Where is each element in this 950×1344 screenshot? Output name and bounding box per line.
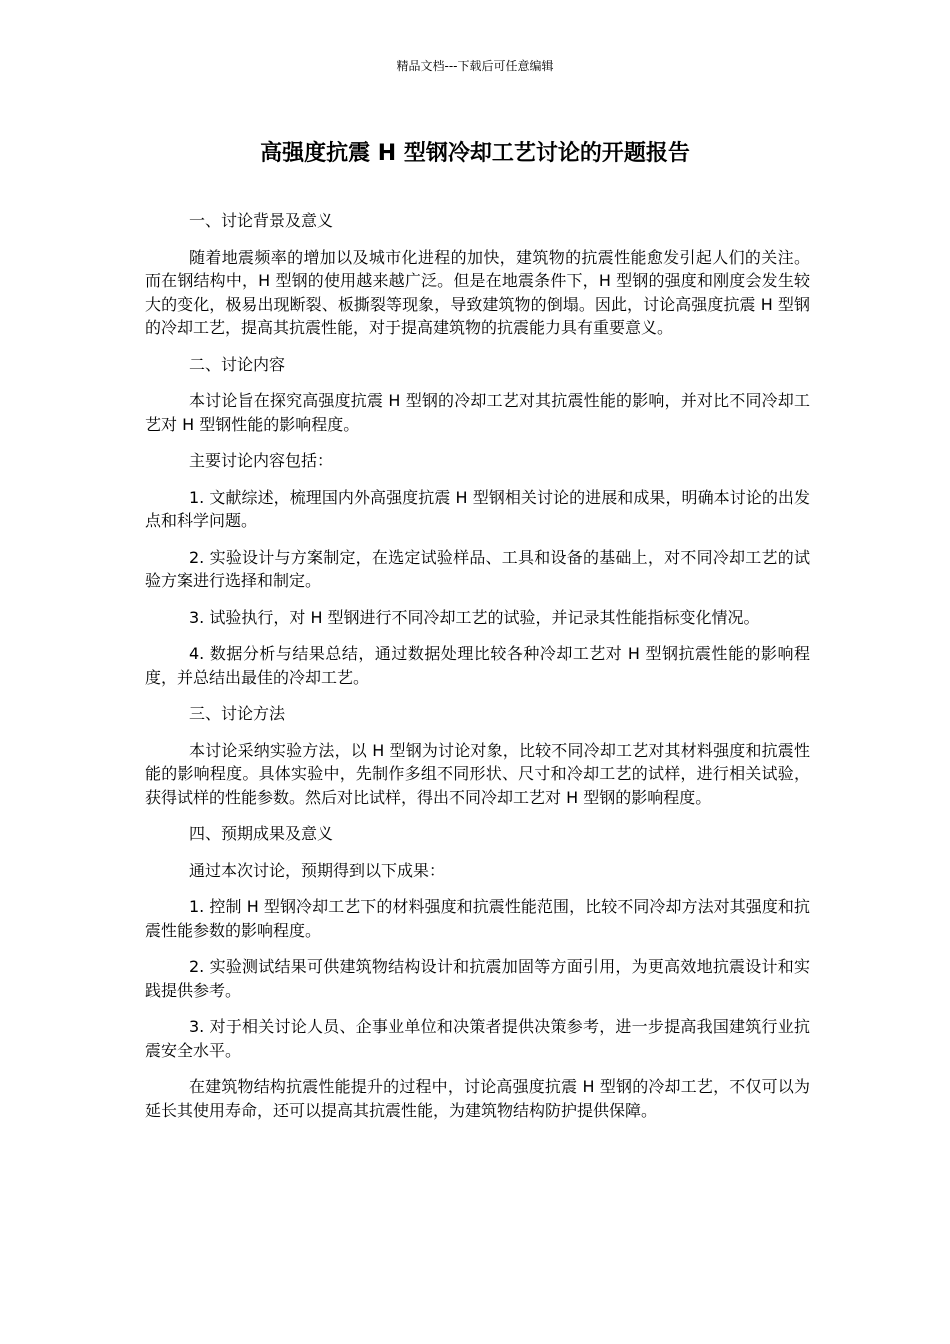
list-item: 3. 试验执行，对 H 型钢进行不同冷却工艺的试验，并记录其性能指标变化情况。	[189, 607, 760, 627]
page-header: 精品文档---下载后可任意编辑	[396, 59, 554, 73]
list-item: 2. 实验测试结果可供建筑物结构设计和抗震加固等方面引用，为更高效地抗震设计和实践提供参考。	[145, 957, 810, 1000]
paragraph: 主要讨论内容包括：	[189, 451, 334, 470]
list-item: 2. 实验设计与方案制定，在选定试验样品、工具和设备的基础上，对不同冷却工艺的试验方案进行选择和制定。	[145, 547, 810, 590]
paragraph: 随着地震频率的增加以及城市化进程的加快，建筑物的抗震性能愈发引起人们的关注。而在钢结构中，H 型钢的使用越来越广泛。但是在地震条件下，H 型钢的强度和刚度会发生较大的变化，极易出现断裂、板撕裂等现象，导致建筑物的倒塌。因此，讨论高强度抗震 H 型钢的冷却工艺，提高其抗震性能，对于提高建筑物的抗震能力具有重要意义。	[145, 247, 810, 337]
list-item: 1. 文献综述，梳理国内外高强度抗震 H 型钢相关讨论的进展和成果，明确本讨论的出发点和科学问题。	[145, 487, 810, 530]
paragraph: 本讨论旨在探究高强度抗震 H 型钢的冷却工艺对其抗震性能的影响，并对比不同冷却工艺对 H 型钢性能的影响程度。	[145, 391, 810, 434]
section-heading-results: 四、预期成果及意义	[189, 824, 334, 843]
document-body	[145, 209, 810, 1135]
paragraph: 在建筑物结构抗震性能提升的过程中，讨论高强度抗震 H 型钢的冷却工艺，不仅可以为延长其使用寿命，还可以提高其抗震性能，为建筑物结构防护提供保障。	[145, 1077, 810, 1120]
paragraph: 通过本次讨论，预期得到以下成果：	[189, 860, 446, 880]
paragraph: 本讨论采纳实验方法，以 H 型钢为讨论对象，比较不同冷却工艺对其材料强度和抗震性能的影响程度。具体实验中，先制作多组不同形状、尺寸和冷却工艺的试样，进行相关试验，获得试样的性能参数。然后对比试样，得出不同冷却工艺对 H 型钢的影响程度。	[145, 740, 810, 807]
section-heading-background: 一、讨论背景及意义	[189, 211, 334, 230]
section-heading-content: 二、讨论内容	[189, 354, 286, 374]
document-title: 高强度抗震 H 型钢冷却工艺讨论的开题报告	[260, 141, 690, 166]
list-item: 4. 数据分析与结果总结，通过数据处理比较各种冷却工艺对 H 型钢抗震性能的影响程度，并总结出最佳的冷却工艺。	[145, 644, 810, 687]
list-item: 1. 控制 H 型钢冷却工艺下的材料强度和抗震性能范围，比较不同冷却方法对其强度和抗震性能参数的影响程度。	[145, 897, 810, 940]
list-item: 3. 对于相关讨论人员、企事业单位和决策者提供决策参考，进一步提高我国建筑行业抗震安全水平。	[145, 1017, 810, 1060]
section-heading-method: 三、讨论方法	[189, 704, 286, 723]
